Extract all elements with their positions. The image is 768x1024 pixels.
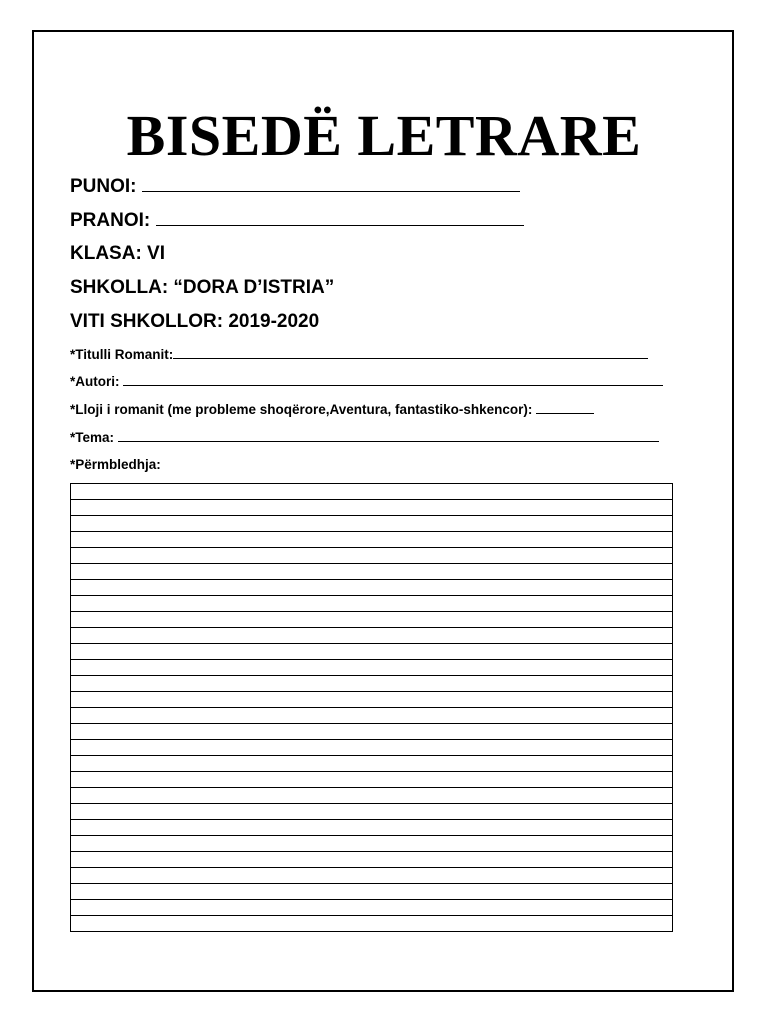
pranoi-blank[interactable] — [156, 209, 524, 226]
pranoi-field — [70, 209, 524, 232]
punoi-blank[interactable] — [142, 175, 520, 192]
writing-line — [71, 660, 672, 676]
writing-line — [71, 644, 672, 660]
writing-line — [71, 724, 672, 740]
lloji-blank[interactable] — [536, 401, 594, 414]
writing-line — [71, 788, 672, 804]
permbledhja-field: *Përmbledhja: — [70, 457, 161, 472]
viti-shkollor-field: VITI SHKOLLOR: 2019-2020 — [70, 311, 320, 332]
writing-line — [71, 500, 672, 516]
writing-line — [71, 612, 672, 628]
writing-line — [71, 708, 672, 724]
writing-line — [71, 676, 672, 692]
lloji-label: *Lloji i romanit (me probleme shoqërore,Aventura, fantastiko-shkencor): — [70, 402, 533, 417]
writing-line — [71, 916, 672, 931]
tema-field — [70, 429, 659, 446]
writing-line — [71, 564, 672, 580]
autori-label: *Autori: — [70, 374, 120, 389]
writing-line — [71, 772, 672, 788]
punoi-field — [70, 175, 520, 198]
punoi-label: PUNOI: — [70, 176, 137, 197]
autori-field — [70, 373, 663, 390]
titulli-field — [70, 346, 648, 363]
writing-line — [71, 852, 672, 868]
writing-line — [71, 580, 672, 596]
writing-line — [71, 836, 672, 852]
writing-line — [71, 804, 672, 820]
shkolla-field: SHKOLLA: “DORA D’ISTRIA” — [70, 277, 335, 298]
titulli-label: *Titulli Romanit: — [70, 347, 174, 362]
autori-blank[interactable] — [123, 373, 663, 386]
writing-line — [71, 548, 672, 564]
writing-line — [71, 532, 672, 548]
writing-line — [71, 740, 672, 756]
document-title: BISEDË LETRARE — [126, 103, 642, 168]
writing-line — [71, 628, 672, 644]
writing-line — [71, 692, 672, 708]
titulli-blank[interactable] — [173, 346, 648, 359]
tema-label: *Tema: — [70, 430, 115, 445]
writing-line — [71, 868, 672, 884]
klasa-field: KLASA: VI — [70, 243, 165, 264]
writing-line — [71, 516, 672, 532]
writing-line — [71, 756, 672, 772]
writing-line — [71, 900, 672, 916]
pranoi-label: PRANOI: — [70, 210, 151, 231]
writing-line — [71, 484, 672, 500]
writing-line — [71, 596, 672, 612]
writing-line — [71, 820, 672, 836]
writing-line — [71, 884, 672, 900]
summary-lined-box[interactable] — [70, 483, 673, 932]
lloji-field — [70, 401, 594, 418]
tema-blank[interactable] — [118, 429, 659, 442]
